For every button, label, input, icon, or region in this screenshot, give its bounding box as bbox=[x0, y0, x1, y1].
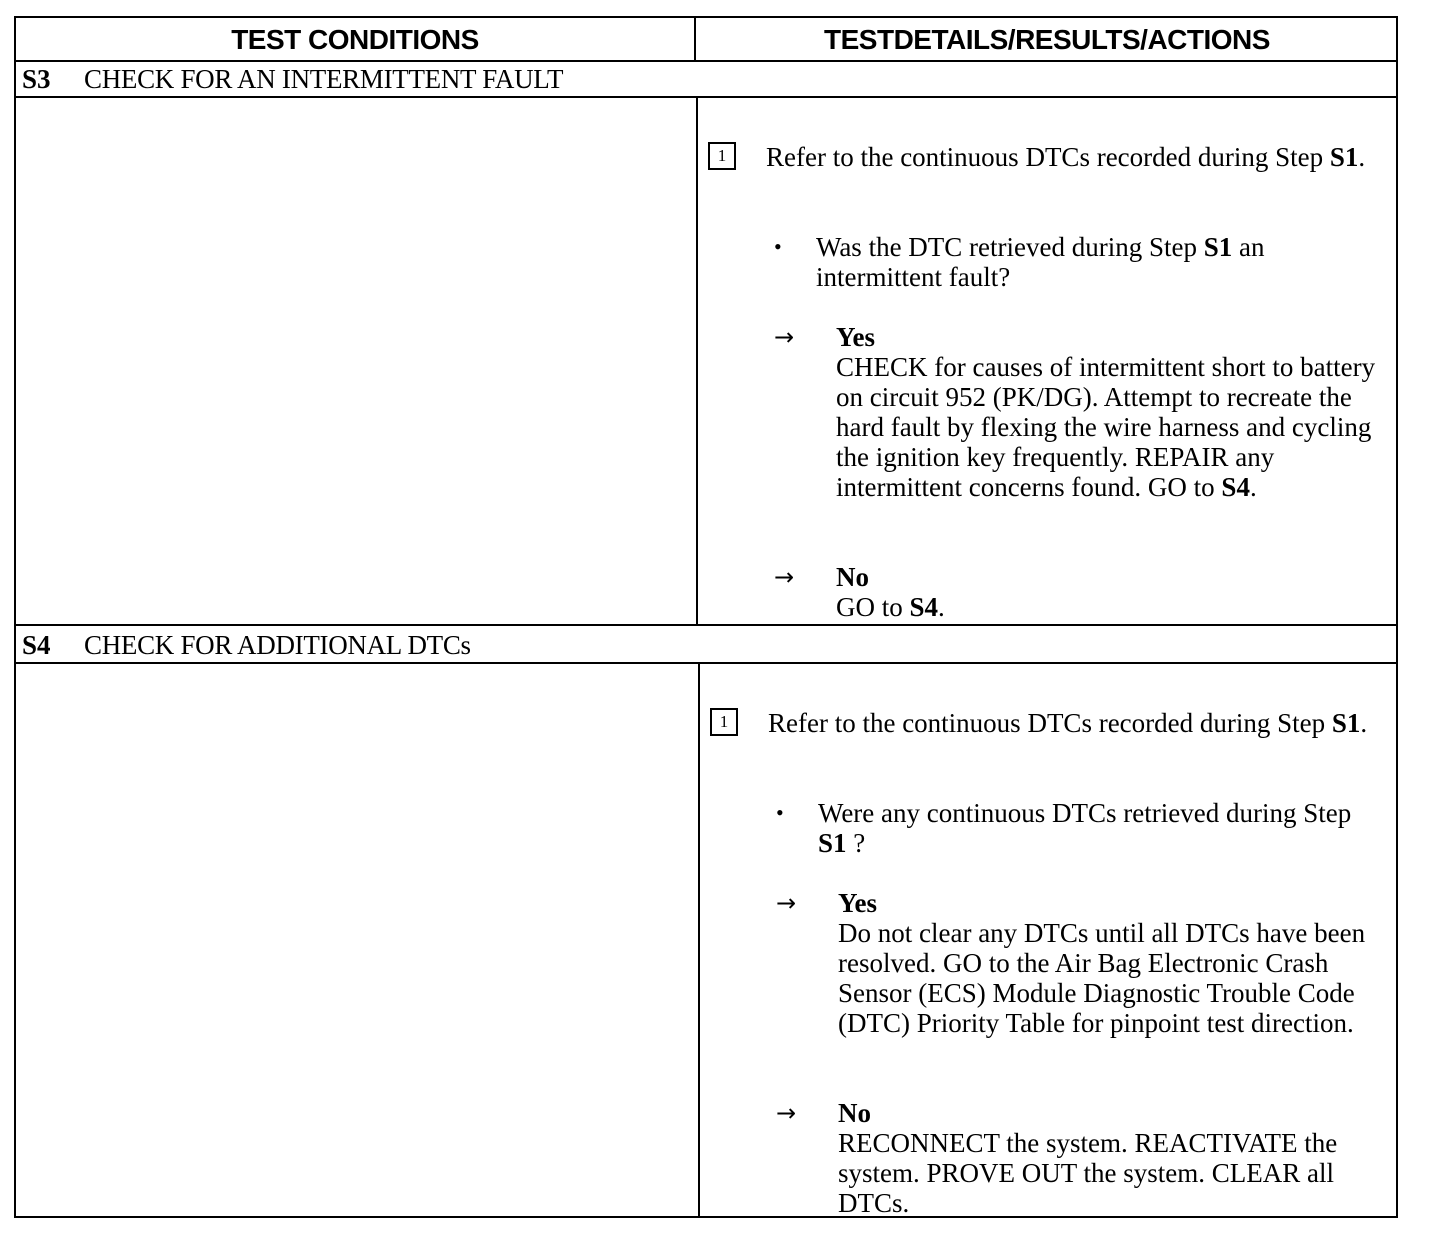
no-label: No bbox=[838, 1098, 871, 1128]
s3-no-response: No GO to S4. bbox=[836, 562, 1396, 622]
s4-no-response: No RECONNECT the system. REACTIVATE the system. PROVE OUT the system. CLEAR all DTCs. bbox=[838, 1098, 1398, 1218]
bullet-icon: • bbox=[776, 800, 784, 825]
step-number-box: 1 bbox=[710, 708, 738, 736]
s3-refer-text: Refer to the continuous DTCs recorded during Step S1. bbox=[766, 142, 1366, 172]
step-s4-title-row bbox=[16, 626, 1396, 664]
diagnostic-table bbox=[14, 16, 1398, 1218]
s3-column-divider bbox=[696, 98, 698, 624]
arrow-right-icon: → bbox=[774, 323, 795, 351]
arrow-right-icon: → bbox=[776, 1099, 797, 1127]
s3-question: Was the DTC retrieved during Step S1 an intermittent fault? bbox=[816, 232, 1265, 292]
yes-label: Yes bbox=[838, 888, 877, 918]
s4-yes-response: Yes Do not clear any DTCs until all DTCs have been resolved. GO to the Air Bag Electronic Crash Sensor (ECS) Module Diagnostic Trouble Code (DTC) Priority Table for pinpoint test direction. bbox=[838, 888, 1398, 1038]
step-s4-code: S4 bbox=[22, 630, 51, 660]
bullet-icon: • bbox=[774, 234, 782, 259]
step-number-box: 1 bbox=[708, 142, 736, 170]
s4-column-divider bbox=[698, 664, 700, 1218]
table-header bbox=[16, 18, 1396, 62]
s3-yes-response: Yes CHECK for causes of intermittent short to battery on circuit 952 (PK/DG). Attempt to recreate the hard fault by flexing the wire harness and cycling the ignition key frequently. REPAIR any intermittent concerns found. GO to S4. bbox=[836, 322, 1396, 502]
step-s4-details bbox=[708, 664, 1398, 1218]
yes-label: Yes bbox=[836, 322, 875, 352]
arrow-right-icon: → bbox=[774, 563, 795, 591]
step-s3-title-row bbox=[16, 60, 1396, 98]
header-test-details: TESTDETAILS/RESULTS/ACTIONS bbox=[824, 24, 1270, 55]
step-s4-title: CHECK FOR ADDITIONAL DTCs bbox=[84, 630, 471, 660]
s4-question: Were any continuous DTCs retrieved during Step S1 ? bbox=[818, 798, 1352, 858]
step-s3-code: S3 bbox=[22, 64, 51, 94]
s4-refer-text: Refer to the continuous DTCs recorded during Step S1. bbox=[768, 708, 1368, 738]
header-test-conditions: TEST CONDITIONS bbox=[16, 18, 696, 60]
step-s3-title: CHECK FOR AN INTERMITTENT FAULT bbox=[84, 64, 564, 94]
no-label: No bbox=[836, 562, 869, 592]
arrow-right-icon: → bbox=[776, 889, 797, 917]
step-s3-details bbox=[708, 98, 1398, 624]
